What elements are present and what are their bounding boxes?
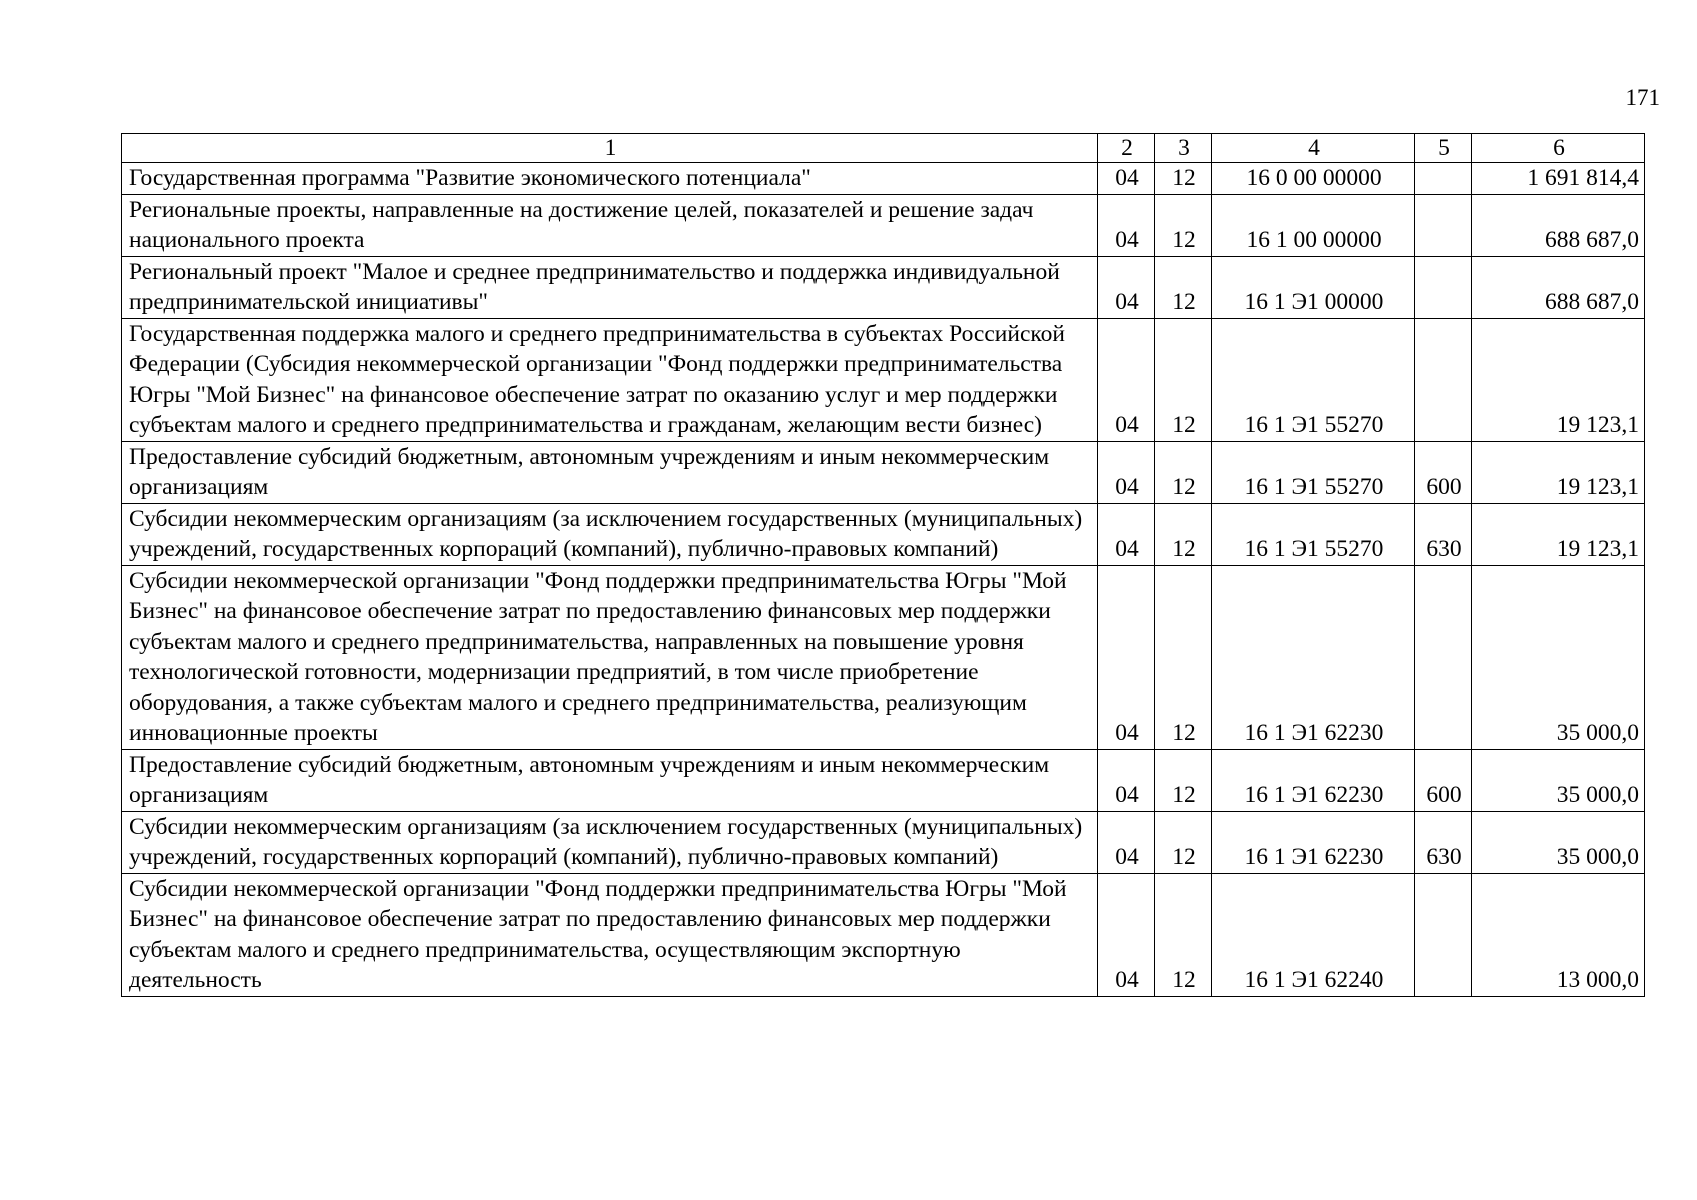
column-header-4: 4 <box>1212 134 1415 163</box>
table-row <box>122 749 1645 811</box>
table-row <box>122 565 1645 749</box>
table-row <box>122 441 1645 503</box>
row-section: 04 <box>1098 256 1155 318</box>
row-target-article: 16 1 00 00000 <box>1212 194 1415 256</box>
row-expense-type <box>1415 318 1472 441</box>
table-row <box>122 873 1645 996</box>
row-name: Субсидии некоммерческим организациям (за исключением государственных (муниципальных) учреждений, государственных корпораций (компаний), публично-правовых компаний) <box>122 811 1098 873</box>
row-section: 04 <box>1098 749 1155 811</box>
row-name: Предоставление субсидий бюджетным, автономным учреждениям и иным некоммерческим организациям <box>122 749 1098 811</box>
page-number: 171 <box>1625 85 1660 110</box>
table-row <box>122 811 1645 873</box>
table-row <box>122 503 1645 565</box>
row-target-article: 16 1 Э1 55270 <box>1212 318 1415 441</box>
row-amount: 35 000,0 <box>1472 811 1645 873</box>
row-amount: 13 000,0 <box>1472 873 1645 996</box>
row-target-article: 16 1 Э1 62230 <box>1212 749 1415 811</box>
row-name: Предоставление субсидий бюджетным, автономным учреждениям и иным некоммерческим организациям <box>122 441 1098 503</box>
row-target-article: 16 1 Э1 62240 <box>1212 873 1415 996</box>
row-target-article: 16 1 Э1 00000 <box>1212 256 1415 318</box>
row-subsection: 12 <box>1155 318 1212 441</box>
row-target-article: 16 0 00 00000 <box>1212 163 1415 195</box>
column-header-5: 5 <box>1415 134 1472 163</box>
row-target-article: 16 1 Э1 62230 <box>1212 565 1415 749</box>
row-name: Субсидии некоммерческим организациям (за исключением государственных (муниципальных) учреждений, государственных корпораций (компаний), публично-правовых компаний) <box>122 503 1098 565</box>
row-name: Региональный проект "Малое и среднее предпринимательство и поддержка индивидуальной предпринимательской инициативы" <box>122 256 1098 318</box>
row-subsection: 12 <box>1155 565 1212 749</box>
row-section: 04 <box>1098 441 1155 503</box>
row-section: 04 <box>1098 163 1155 195</box>
row-subsection: 12 <box>1155 811 1212 873</box>
table-row <box>122 194 1645 256</box>
row-expense-type <box>1415 873 1472 996</box>
table-row <box>122 163 1645 195</box>
row-target-article: 16 1 Э1 55270 <box>1212 441 1415 503</box>
row-section: 04 <box>1098 194 1155 256</box>
row-expense-type: 600 <box>1415 749 1472 811</box>
row-subsection: 12 <box>1155 749 1212 811</box>
table-row <box>122 318 1645 441</box>
row-name: Государственная поддержка малого и среднего предпринимательства в субъектах Российской Федерации (Субсидия некоммерческой организации "Фонд поддержки предпринимательства Югры "Мой Бизнес" на финансовое обеспечение затрат по оказанию услуг и мер поддержки субъектам малого и среднего предпринимательства и гражданам, желающим вести бизнес) <box>122 318 1098 441</box>
budget-table <box>121 133 1645 997</box>
row-expense-type <box>1415 163 1472 195</box>
row-amount: 19 123,1 <box>1472 441 1645 503</box>
row-expense-type: 630 <box>1415 811 1472 873</box>
row-amount: 19 123,1 <box>1472 318 1645 441</box>
row-amount: 35 000,0 <box>1472 565 1645 749</box>
row-subsection: 12 <box>1155 194 1212 256</box>
row-amount: 35 000,0 <box>1472 749 1645 811</box>
column-header-6: 6 <box>1472 134 1645 163</box>
budget-table-body <box>122 134 1645 997</box>
row-subsection: 12 <box>1155 163 1212 195</box>
row-name: Государственная программа "Развитие экономического потенциала" <box>122 163 1098 195</box>
row-expense-type <box>1415 256 1472 318</box>
column-header-3: 3 <box>1155 134 1212 163</box>
row-expense-type: 600 <box>1415 441 1472 503</box>
column-header-2: 2 <box>1098 134 1155 163</box>
row-target-article: 16 1 Э1 55270 <box>1212 503 1415 565</box>
row-subsection: 12 <box>1155 441 1212 503</box>
row-section: 04 <box>1098 873 1155 996</box>
row-amount: 688 687,0 <box>1472 194 1645 256</box>
row-expense-type: 630 <box>1415 503 1472 565</box>
column-header-1: 1 <box>122 134 1098 163</box>
row-section: 04 <box>1098 503 1155 565</box>
row-amount: 19 123,1 <box>1472 503 1645 565</box>
row-section: 04 <box>1098 318 1155 441</box>
column-number-row <box>122 134 1645 163</box>
row-name: Субсидии некоммерческой организации "Фонд поддержки предпринимательства Югры "Мой Бизнес" на финансовое обеспечение затрат по предоставлению финансовых мер поддержки субъектам малого и среднего предпринимательства, направленных на повышение уровня технологической готовности, модернизации предприятий, в том числе приобретение оборудования, а также субъектам малого и среднего предпринимательства, реализующим инновационные проекты <box>122 565 1098 749</box>
row-name: Субсидии некоммерческой организации "Фонд поддержки предпринимательства Югры "Мой Бизнес" на финансовое обеспечение затрат по предоставлению финансовых мер поддержки субъектам малого и среднего предпринимательства, осуществляющим экспортную деятельность <box>122 873 1098 996</box>
row-subsection: 12 <box>1155 256 1212 318</box>
row-section: 04 <box>1098 811 1155 873</box>
row-subsection: 12 <box>1155 873 1212 996</box>
table-row <box>122 256 1645 318</box>
row-amount: 1 691 814,4 <box>1472 163 1645 195</box>
row-name: Региональные проекты, направленные на достижение целей, показателей и решение задач национального проекта <box>122 194 1098 256</box>
row-section: 04 <box>1098 565 1155 749</box>
row-expense-type <box>1415 565 1472 749</box>
row-subsection: 12 <box>1155 503 1212 565</box>
row-target-article: 16 1 Э1 62230 <box>1212 811 1415 873</box>
row-expense-type <box>1415 194 1472 256</box>
row-amount: 688 687,0 <box>1472 256 1645 318</box>
